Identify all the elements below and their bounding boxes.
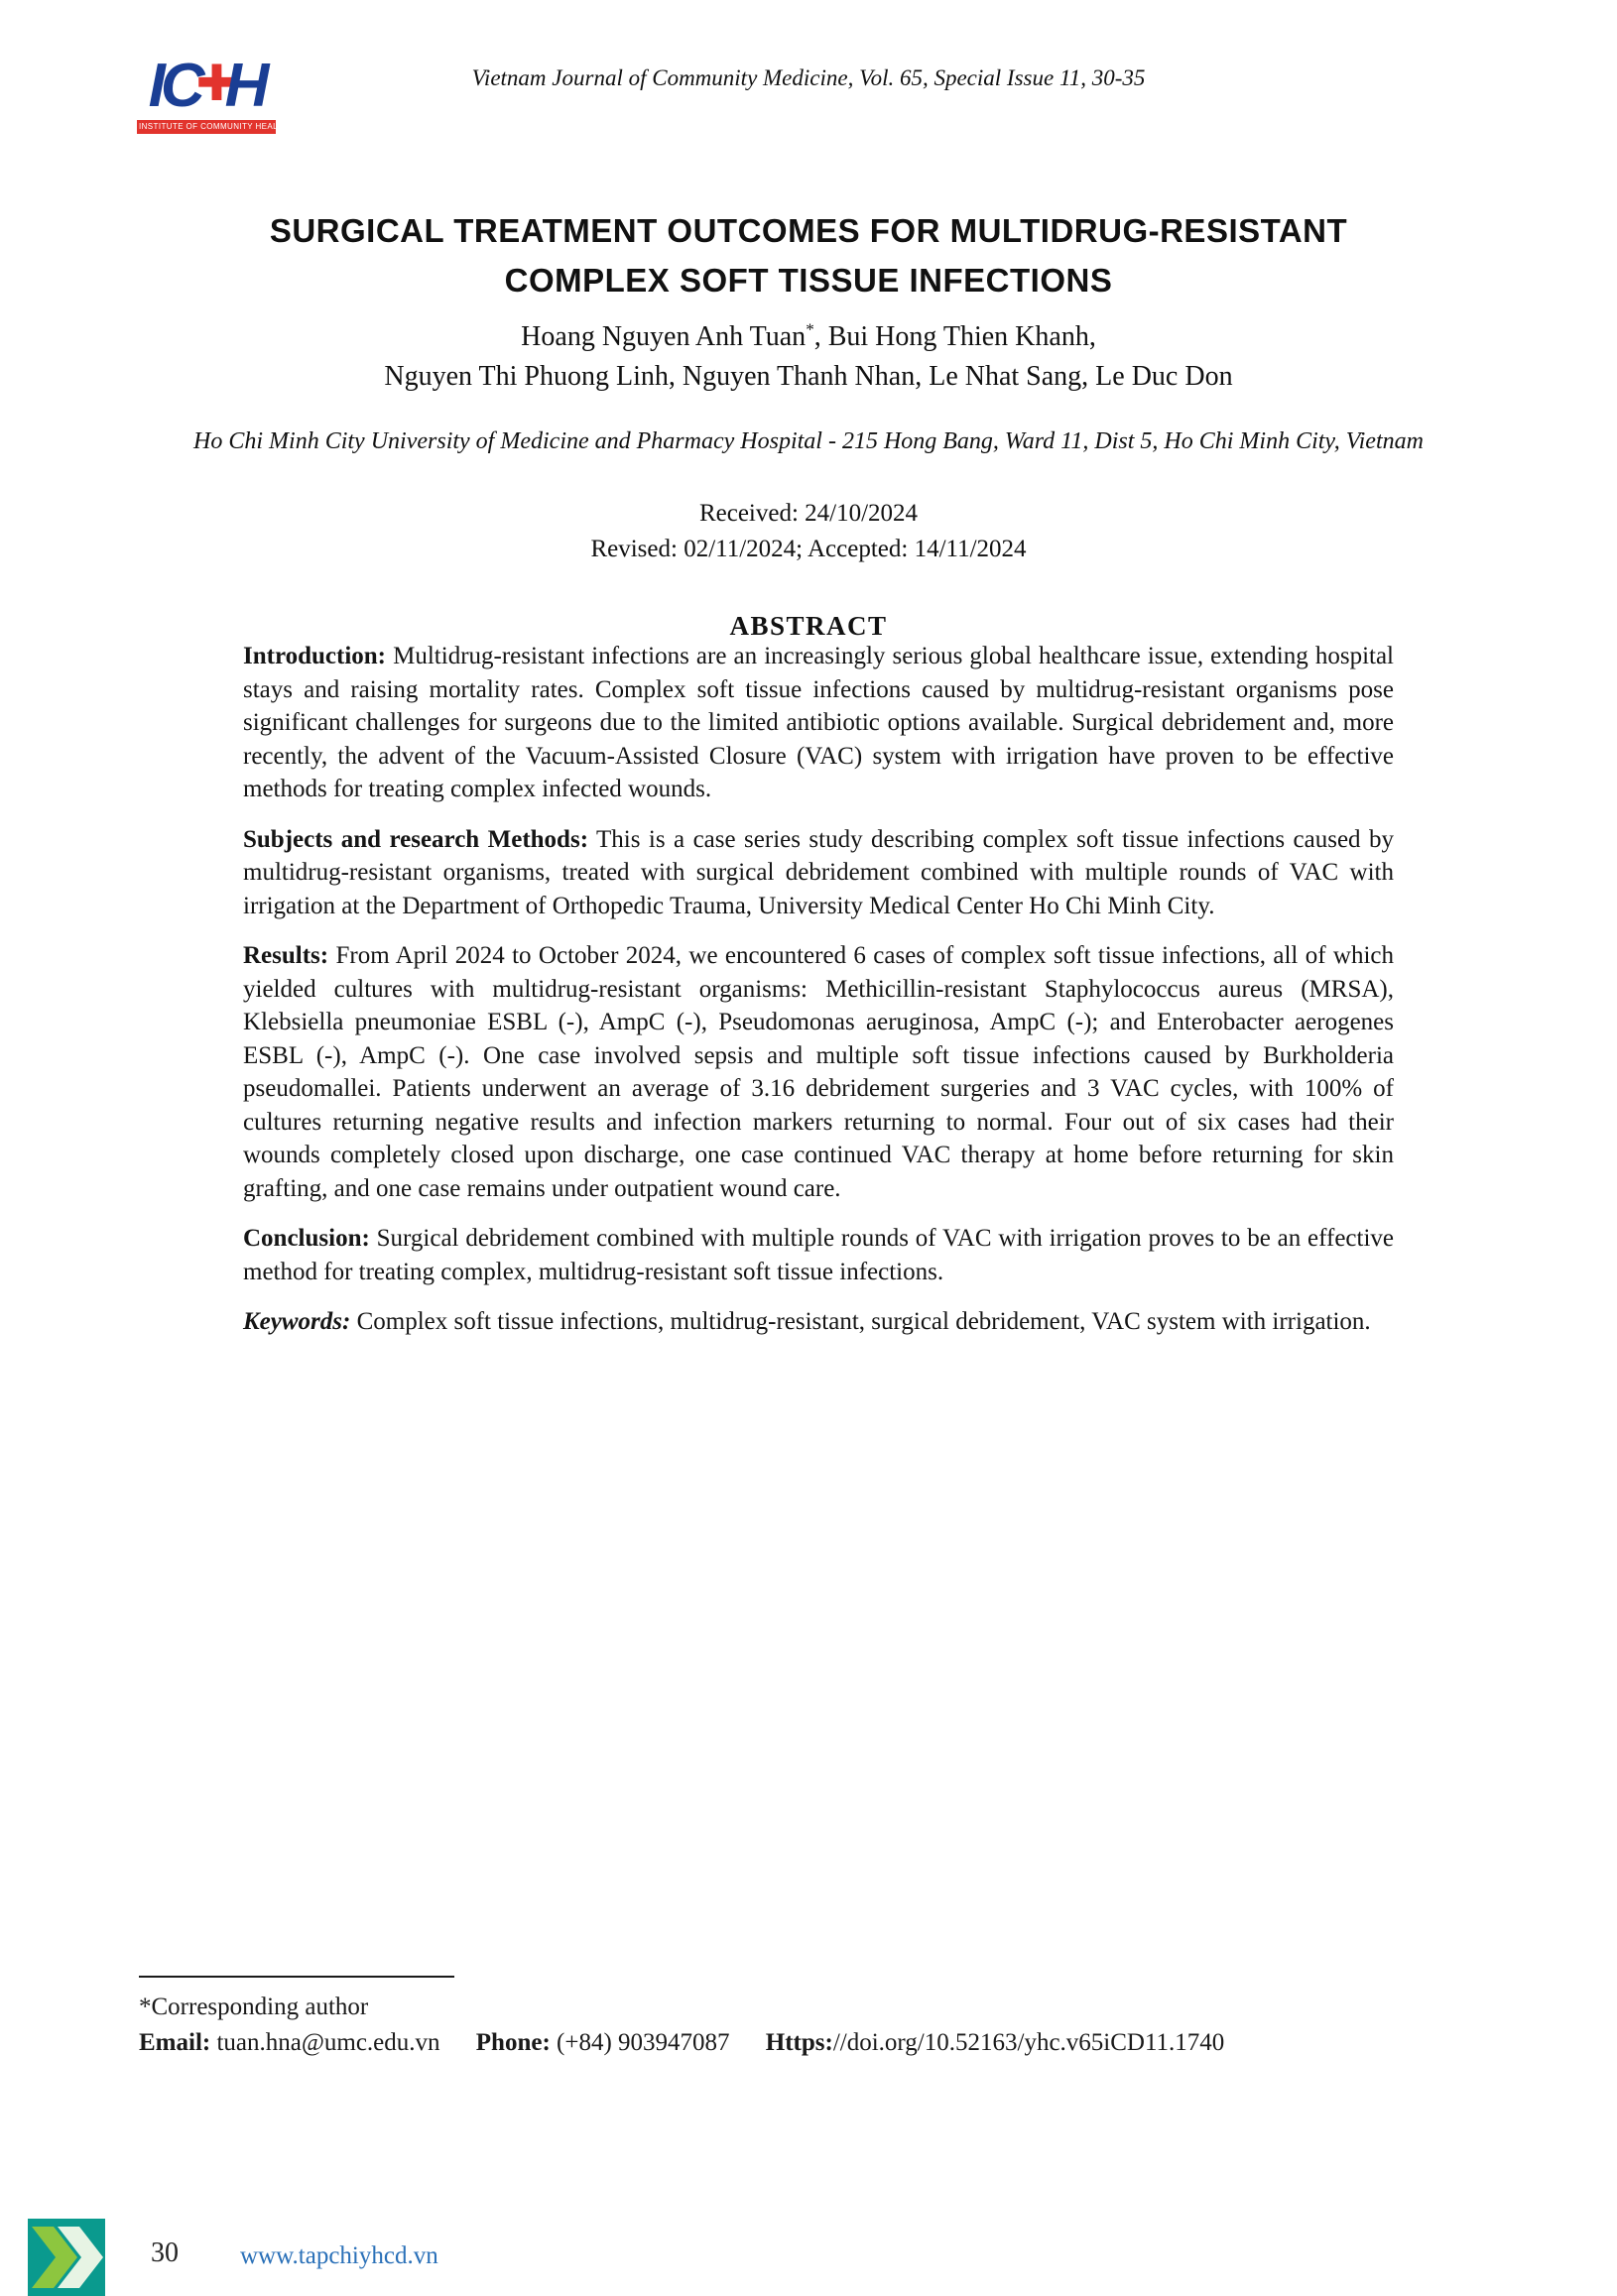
journal-citation-line: Vietnam Journal of Community Medicine, Vol. 65, Special Issue 11, 30-35 — [471, 65, 1146, 90]
paragraph-text: Surgical debridement combined with multiple rounds of VAC with irrigation proves to be an effective method for treating complex, multidrug-resistant soft tissue infections. — [243, 1225, 1394, 1285]
author-name: Hoang Nguyen Anh Tuan — [521, 321, 807, 352]
journal-logo — [137, 52, 289, 134]
article-title — [0, 206, 1617, 305]
chevrons-icon — [28, 2219, 105, 2296]
paragraph-introduction — [243, 640, 1394, 806]
article-title-line1: SURGICAL TREATMENT OUTCOMES FOR MULTIDRUG-RESISTANT — [269, 212, 1348, 250]
logo-letter-c: C — [160, 52, 200, 120]
paragraph-label: Introduction: — [243, 643, 387, 669]
paragraph-keywords — [243, 1305, 1394, 1339]
author-line-1-rest: , Bui Hong Thien Khanh, — [813, 321, 1096, 352]
journal-website-link[interactable]: www.tapchiyhcd.vn — [240, 2242, 438, 2269]
article-title-line2: COMPLEX SOFT TISSUE INFECTIONS — [504, 262, 1113, 300]
keywords-label: Keywords: — [243, 1308, 351, 1335]
affiliation: Ho Chi Minh City University of Medicine and Pharmacy Hospital - 215 Hong Bang, Ward 11, Dist 5, Ho Chi Minh City, Vietnam — [193, 428, 1424, 454]
email-value[interactable]: tuan.hna@umc.edu.vn — [216, 2029, 440, 2056]
paragraph-text: From April 2024 to October 2024, we encountered 6 cases of complex soft tissue infections, all of which yielded cultures with multidrug-resistant organisms: Methicillin-resistant Staphylococcus aureus (MRSA), Klebsiella pneumoniae ESBL (-), AmpC (-), Pseudomonas aeruginosa, AmpC (-); and Enterobacter aerogenes ESBL (-), AmpC (-). One case involved sepsis and multiple soft tissue infections caused by Burkholderia pseudomallei. Patients underwent an average of 3.16 debridement surgeries and 3 VAC cycles, with 100% of cultures returning negative results and infection markers returning to normal. Four out of six cases had their wounds completely closed upon discharge, one case continued VAC therapy at home before returning for skin grafting, and one case remains under outpatient wound care. — [243, 942, 1394, 1202]
phone-label: Phone: — [475, 2029, 551, 2056]
corresponding-author-asterisk: * — [806, 319, 814, 339]
email-label: Email: — [139, 2029, 211, 2056]
paragraph-results — [243, 939, 1394, 1205]
abstract-heading: ABSTRACT — [729, 611, 888, 642]
paragraph-label: Subjects and research Methods: — [243, 825, 589, 853]
paragraph-conclusion — [243, 1222, 1394, 1288]
logo-letter-h: H — [224, 52, 265, 120]
footnote-divider — [139, 1976, 454, 1978]
page-number: 30 — [151, 2237, 179, 2268]
logo-letter-i: I — [148, 52, 161, 120]
paragraph-label: Conclusion: — [243, 1225, 370, 1252]
article-dates — [0, 496, 1617, 567]
revised-accepted-date: Revised: 02/11/2024; Accepted: 14/11/2024 — [590, 536, 1027, 562]
author-list — [0, 317, 1617, 397]
paragraph-label: Results: — [243, 942, 329, 969]
red-cross-icon: ✚ — [195, 56, 233, 111]
received-date: Received: 24/10/2024 — [698, 500, 919, 527]
corresponding-author-note: *Corresponding author — [139, 1994, 369, 2020]
author-line-2: Nguyen Thi Phuong Linh, Nguyen Thanh Nhan, Le Nhat Sang, Le Duc Don — [384, 361, 1233, 392]
author-line-1 — [0, 317, 1617, 357]
paragraph-methods — [243, 823, 1394, 923]
contact-line — [139, 2029, 1224, 2057]
doi-value[interactable]: //doi.org/10.52163/yhc.v65iCD11.1740 — [832, 2029, 1225, 2056]
paragraph-text: This is a case series study describing complex soft tissue infections caused by multidrug-resistant organisms, treated with surgical debridement combined with multiple rounds of VAC with irrigation at the Department of Orthopedic Trauma, University Medical Center Ho Chi Minh City. — [243, 825, 1394, 919]
doi-label: Https: — [765, 2029, 833, 2056]
paragraph-text: Multidrug-resistant infections are an increasingly serious global healthcare issue, extending hospital stays and raising mortality rates. Complex soft tissue infections caused by multidrug-resistant organisms pose significant challenges for surgeons due to the limited antibiotic options available. Surgical debridement and, more recently, the advent of the Vacuum-Assisted Closure (VAC) system with irrigation have proven to be effective methods for treating complex infected wounds. — [243, 643, 1395, 802]
abstract-body — [243, 640, 1394, 1356]
keywords-text: Complex soft tissue infections, multidrug-resistant, surgical debridement, VAC system with irrigation. — [356, 1308, 1371, 1335]
logo-banner-text: INSTITUTE OF COMMUNITY HEALTH — [137, 120, 276, 134]
phone-value: (+84) 903947087 — [557, 2029, 730, 2056]
